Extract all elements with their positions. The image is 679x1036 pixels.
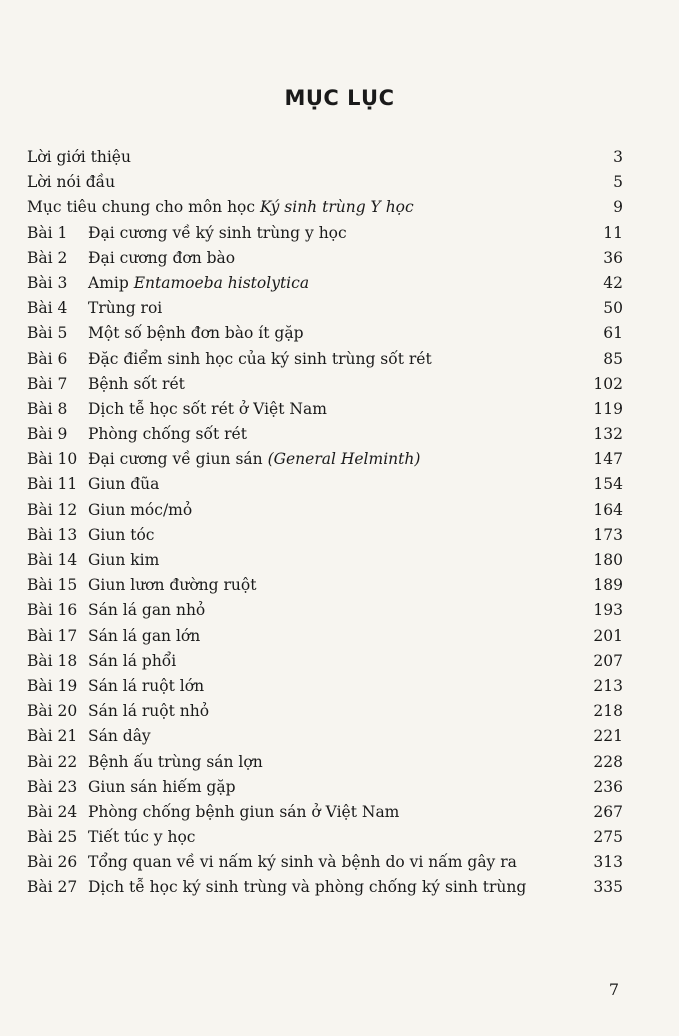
toc-entry-page: 102	[593, 374, 623, 393]
toc-entry-number: Bài 25	[27, 828, 78, 847]
toc-entry	[27, 775, 623, 800]
toc-entry-number: Bài 4	[27, 299, 68, 318]
toc-entry	[27, 347, 623, 372]
toc-entry-title	[88, 347, 432, 372]
toc-entry-number: Bài 3	[27, 273, 68, 292]
toc-entry-number: Bài 11	[27, 475, 78, 494]
toc-entry-page: 11	[603, 223, 623, 242]
toc-entry	[27, 397, 623, 422]
toc-entry-title-italic: (General Helminth)	[267, 450, 421, 469]
toc-entry-number: Bài 14	[27, 551, 78, 569]
toc-entry-page: 154	[593, 475, 623, 494]
toc-entry-page: 335	[593, 878, 623, 897]
toc-entry-title	[88, 724, 151, 749]
page-number: 7	[608, 980, 619, 999]
toc-entry-page: 201	[593, 626, 623, 645]
toc-entry	[27, 523, 623, 548]
toc-entry	[27, 195, 623, 220]
toc-entry	[27, 447, 623, 472]
toc-entry-page: 228	[593, 752, 623, 771]
toc-entry-title	[88, 750, 263, 775]
toc-entry	[27, 850, 623, 875]
toc-entry-number: Bài 6	[27, 349, 68, 368]
toc-entry-title-text: Phòng chống bệnh giun sán ở Việt Nam	[88, 802, 400, 821]
toc-entry-title-text: Đại cương đơn bào	[88, 248, 236, 267]
toc-entry-title	[88, 850, 517, 875]
toc-entry-title-text: Sán lá ruột lớn	[88, 676, 205, 695]
toc-entry-title	[88, 447, 420, 472]
toc-entry-title	[88, 523, 154, 548]
toc-entry	[27, 145, 623, 170]
toc-entry-title	[27, 195, 414, 220]
toc-entry-page: 3	[613, 148, 623, 166]
toc-entry-title	[88, 573, 256, 598]
toc-entry-title-text: Tổng quan về vi nấm ký sinh và bệnh do vi nấm gây ra	[88, 853, 517, 872]
toc-entry-page: 193	[593, 601, 623, 620]
toc-entry-title-italic: Entamoeba histolytica	[133, 273, 310, 292]
table-of-contents	[27, 145, 623, 901]
toc-entry-page: 213	[593, 676, 623, 695]
toc-entry-title	[88, 825, 196, 850]
toc-entry-page: 221	[593, 727, 623, 746]
toc-entry-title	[88, 875, 526, 900]
toc-entry-title-text: Lời giới thiệu	[27, 148, 131, 166]
toc-entry-page: 42	[603, 273, 623, 292]
toc-entry-title-text: Giun tóc	[88, 525, 155, 544]
toc-entry-title	[88, 246, 235, 271]
toc-entry	[27, 825, 623, 850]
toc-entry-title	[88, 649, 176, 674]
toc-entry-page: 236	[593, 777, 623, 796]
toc-entry	[27, 271, 623, 296]
toc-entry	[27, 750, 623, 775]
toc-entry-number: Bài 1	[27, 223, 68, 242]
toc-entry-number: Bài 9	[27, 425, 68, 444]
toc-entry-page: 313	[593, 853, 623, 872]
toc-entry-page: 61	[603, 324, 623, 343]
toc-entry-page: 189	[593, 576, 623, 595]
toc-entry	[27, 624, 623, 649]
toc-entry-title	[88, 296, 162, 321]
toc-entry	[27, 548, 623, 573]
toc-entry-title-text: Sán lá gan nhỏ	[88, 601, 206, 620]
toc-entry-number: Bài 21	[27, 727, 78, 746]
toc-entry-number: Bài 16	[27, 601, 78, 620]
toc-entry-number: Bài 17	[27, 626, 78, 645]
toc-entry-title	[88, 800, 399, 825]
toc-entry-number: Bài 5	[27, 324, 68, 343]
toc-entry-title	[88, 472, 159, 497]
toc-entry	[27, 800, 623, 825]
toc-entry-title-text: Tiết túc y học	[88, 828, 196, 847]
toc-entry-title-text: Trùng roi	[88, 299, 163, 318]
toc-entry	[27, 724, 623, 749]
toc-entry	[27, 372, 623, 397]
toc-entry-title-text: Bệnh sốt rét	[88, 374, 185, 393]
toc-entry	[27, 699, 623, 724]
toc-entry-number: Bài 24	[27, 802, 78, 821]
toc-entry-title-text: Dịch tễ học ký sinh trùng và phòng chống ký sinh trùng	[88, 878, 527, 897]
toc-entry-title-text: Lời nói đầu	[27, 173, 116, 192]
toc-entry-title-text: Sán lá ruột nhỏ	[88, 702, 210, 721]
toc-entry-page: 218	[593, 702, 623, 721]
toc-entry-title	[88, 548, 159, 573]
toc-entry	[27, 422, 623, 447]
toc-entry-page: 267	[593, 802, 623, 821]
toc-entry	[27, 296, 623, 321]
toc-entry-page: 132	[593, 425, 623, 444]
toc-entry-title-text: Bệnh ấu trùng sán lợn	[88, 752, 263, 771]
toc-entry-title	[88, 674, 204, 699]
toc-entry-title-text: Phòng chống sốt rét	[88, 425, 247, 444]
toc-entry	[27, 598, 623, 623]
toc-entry-title-text: Giun lươn đường ruột	[88, 576, 257, 595]
toc-entry-title	[27, 170, 115, 195]
toc-entry-page: 119	[593, 399, 623, 418]
toc-entry-number: Bài 12	[27, 500, 78, 519]
toc-entry	[27, 498, 623, 523]
toc-entry-page: 5	[613, 173, 623, 192]
toc-entry-title	[88, 221, 347, 246]
toc-entry-title	[88, 372, 185, 397]
toc-entry-title	[88, 271, 309, 296]
toc-entry-title-italic: Ký sinh trùng Y học	[260, 198, 414, 217]
toc-entry-number: Bài 10	[27, 450, 78, 469]
toc-entry-number: Bài 13	[27, 525, 78, 544]
toc-entry-number: Bài 19	[27, 676, 78, 695]
toc-entry-title-text: Đại cương về giun sán	[88, 450, 263, 469]
toc-entry-title-text: Sán lá gan lớn	[88, 626, 201, 645]
toc-entry-number: Bài 22	[27, 752, 78, 771]
toc-entry-page: 164	[593, 500, 623, 519]
toc-entry-title-text: Giun móc/mỏ	[88, 500, 193, 519]
toc-entry-title	[88, 624, 200, 649]
toc-entry	[27, 472, 623, 497]
page-title: MỤC LỤC	[284, 86, 395, 110]
toc-entry-title-text: Đặc điểm sinh học của ký sinh trùng sốt rét	[88, 349, 432, 368]
toc-entry-number: Bài 7	[27, 374, 68, 393]
toc-entry-title	[88, 422, 247, 447]
toc-entry-title-text: Giun sán hiếm gặp	[88, 777, 236, 796]
toc-entry-title-text: Amip	[88, 273, 129, 292]
toc-entry-title-text: Giun đũa	[88, 475, 160, 494]
toc-entry-number: Bài 23	[27, 777, 78, 796]
toc-entry-title-text: Một số bệnh đơn bào ít gặp	[88, 324, 304, 343]
toc-entry-title-text: Sán lá phổi	[88, 651, 177, 670]
toc-entry-number: Bài 27	[27, 878, 78, 897]
toc-entry	[27, 246, 623, 271]
toc-entry-page: 36	[603, 248, 623, 267]
toc-entry	[27, 170, 623, 195]
toc-entry-title	[88, 397, 327, 422]
toc-entry-title-text: Đại cương về ký sinh trùng y học	[88, 223, 347, 242]
toc-entry	[27, 573, 623, 598]
toc-entry-title-text: Dịch tễ học sốt rét ở Việt Nam	[88, 399, 327, 418]
toc-entry-title	[88, 321, 304, 346]
toc-entry-title	[88, 598, 205, 623]
toc-entry	[27, 649, 623, 674]
toc-entry-number: Bài 18	[27, 651, 78, 670]
toc-entry-number: Bài 20	[27, 702, 78, 721]
toc-entry	[27, 875, 623, 900]
toc-entry-title-text: Giun kim	[88, 551, 160, 569]
toc-entry-title	[88, 775, 236, 800]
toc-entry-page: 275	[593, 828, 623, 847]
toc-entry-page: 85	[603, 349, 623, 368]
toc-entry-page: 180	[593, 551, 623, 569]
toc-entry-number: Bài 8	[27, 399, 68, 418]
toc-entry	[27, 321, 623, 346]
toc-entry-number: Bài 15	[27, 576, 78, 595]
toc-entry-title-text: Mục tiêu chung cho môn học	[27, 198, 256, 217]
toc-entry	[27, 674, 623, 699]
toc-entry-title-text: Sán dây	[88, 727, 151, 746]
toc-entry	[27, 221, 623, 246]
toc-entry-number: Bài 26	[27, 853, 78, 872]
toc-entry-title	[27, 145, 131, 170]
toc-entry-page: 173	[593, 525, 623, 544]
toc-entry-page: 9	[613, 198, 623, 217]
toc-entry-page: 50	[603, 299, 623, 318]
toc-entry-title	[88, 699, 209, 724]
toc-entry-page: 147	[593, 450, 623, 469]
toc-entry-number: Bài 2	[27, 248, 68, 267]
toc-entry-title	[88, 498, 192, 523]
toc-entry-page: 207	[593, 651, 623, 670]
